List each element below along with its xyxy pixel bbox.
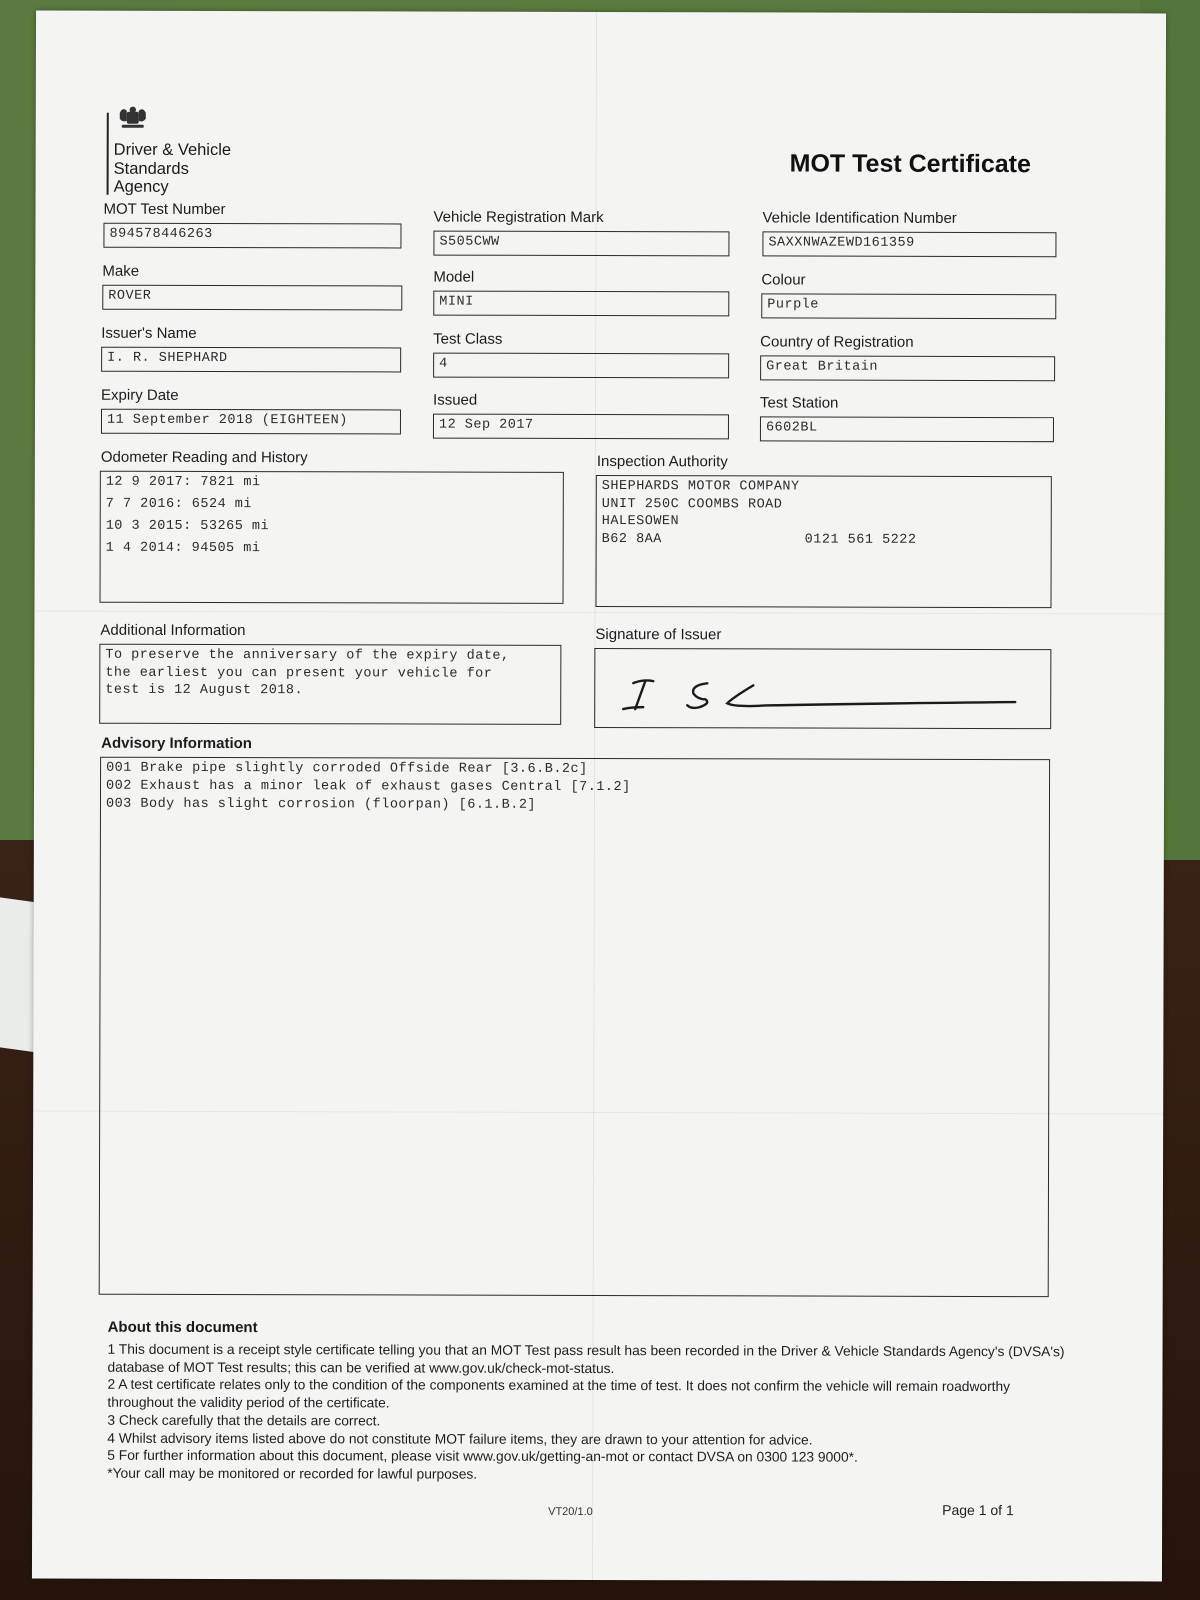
- phone-number: 0121 561 5222: [804, 532, 917, 548]
- paper-scrap: [0, 897, 38, 1052]
- about-text: [107, 1341, 1067, 1485]
- about-paragraph: 5 For further information about this document, please visit www.gov.uk/getting-an-mot or contact DVSA on 0300 123 9000*.: [107, 1447, 858, 1465]
- inspection-authority-box: [595, 475, 1051, 608]
- agency-logo-bar: [107, 113, 109, 195]
- expiry-field: 11 September 2018 (EIGHTEEN): [101, 409, 401, 435]
- address-line: HALESOWEN: [601, 514, 680, 530]
- agency-name: Driver & Vehicle Standards Agency: [113, 140, 232, 196]
- vin-label: Vehicle Identification Number: [762, 209, 957, 227]
- royal-coat-of-arms-icon: [116, 101, 150, 131]
- test-station-field: 6602BL: [760, 416, 1054, 442]
- mot-certificate-page: [32, 11, 1166, 1582]
- issuer-name-label: Issuer's Name: [101, 324, 197, 342]
- additional-info-line: test is 12 August 2018.: [105, 682, 304, 699]
- expiry-label: Expiry Date: [101, 386, 179, 404]
- advisory-item: 001 Brake pipe slightly corroded Offside Rear [3.6.B.2c]: [106, 760, 588, 777]
- model-field: MINI: [433, 291, 729, 317]
- country-field: Great Britain: [760, 355, 1055, 381]
- make-field: ROVER: [102, 285, 402, 311]
- advisory-label: Advisory Information: [101, 734, 253, 753]
- address-line: B62 8AA: [601, 531, 662, 547]
- additional-info-line: To preserve the anniversary of the expiry date,: [105, 647, 510, 664]
- about-paragraph: 3 Check carefully that the details are correct.: [107, 1412, 381, 1429]
- signature-box: [594, 648, 1051, 729]
- additional-info-box: [99, 644, 561, 725]
- issuer-name-field: I. R. SHEPHARD: [101, 347, 401, 373]
- signature-label: Signature of Issuer: [595, 625, 722, 644]
- inspection-authority-label: Inspection Authority: [596, 452, 728, 471]
- advisory-item: 003 Body has slight corrosion (floorpan) [6.1.B.2]: [105, 796, 537, 813]
- test-class-field: 4: [433, 353, 729, 379]
- handwritten-signature: [595, 649, 1049, 726]
- test-number-label: MOT Test Number: [103, 200, 226, 219]
- address-line: SHEPHARDS MOTOR COMPANY: [601, 479, 800, 495]
- make-label: Make: [102, 262, 140, 280]
- page-title: MOT Test Certificate: [789, 149, 1031, 179]
- registration-label: Vehicle Registration Mark: [433, 208, 604, 227]
- vin-field: SAXXNWAZEWD161359: [762, 231, 1056, 257]
- issued-label: Issued: [433, 391, 478, 409]
- about-paragraph: *Your call may be monitored or recorded for lawful purposes.: [107, 1465, 478, 1482]
- colour-field: Purple: [761, 293, 1056, 319]
- about-title: About this document: [107, 1318, 258, 1337]
- odometer-label: Odometer Reading and History: [100, 448, 308, 467]
- odometer-entry: 12 9 2017: 7821 mi: [105, 474, 261, 491]
- odometer-history-box: [100, 471, 564, 604]
- page-number: Page 1 of 1: [942, 1501, 1014, 1519]
- advisory-item: 002 Exhaust has a minor leak of exhaust gases Central [7.1.2]: [106, 778, 631, 796]
- fold-line: [34, 611, 1164, 615]
- registration-field: S505CWW: [433, 231, 729, 257]
- advisory-box: [99, 757, 1050, 1297]
- odometer-entry: 7 7 2016: 6524 mi: [105, 496, 253, 513]
- about-paragraph: 4 Whilst advisory items listed above do not constitute MOT failure items, they are drawn to your attention for advice.: [107, 1430, 813, 1448]
- additional-info-label: Additional Information: [100, 621, 246, 640]
- test-station-label: Test Station: [760, 394, 839, 412]
- test-number-field: 894578446263: [103, 223, 401, 249]
- odometer-entry: 1 4 2014: 94505 mi: [105, 540, 261, 557]
- additional-info-line: the earliest you can present your vehicle for: [105, 665, 493, 682]
- colour-label: Colour: [761, 271, 806, 289]
- about-paragraph: 2 A test certificate relates only to the condition of the components examined at the time of test. It does not confirm the vehicle will remain roadworthy throughout the validity period of the certificate.: [107, 1377, 1011, 1411]
- country-label: Country of Registration: [760, 333, 914, 351]
- test-class-label: Test Class: [433, 330, 503, 348]
- address-line: UNIT 250C COOMBS ROAD: [601, 496, 783, 512]
- form-code: VT20/1.0: [548, 1505, 593, 1518]
- issued-field: 12 Sep 2017: [433, 414, 729, 440]
- odometer-entry: 10 3 2015: 53265 mi: [105, 518, 270, 535]
- model-label: Model: [433, 268, 475, 286]
- about-paragraph: 1 This document is a receipt style certificate telling you that an MOT Test pass result has been recorded in the Driver & Vehicle Standards Agency's (DVSA's) database of MOT Test results; this can be verified at www.gov.uk/check-mot-status.: [107, 1341, 1065, 1376]
